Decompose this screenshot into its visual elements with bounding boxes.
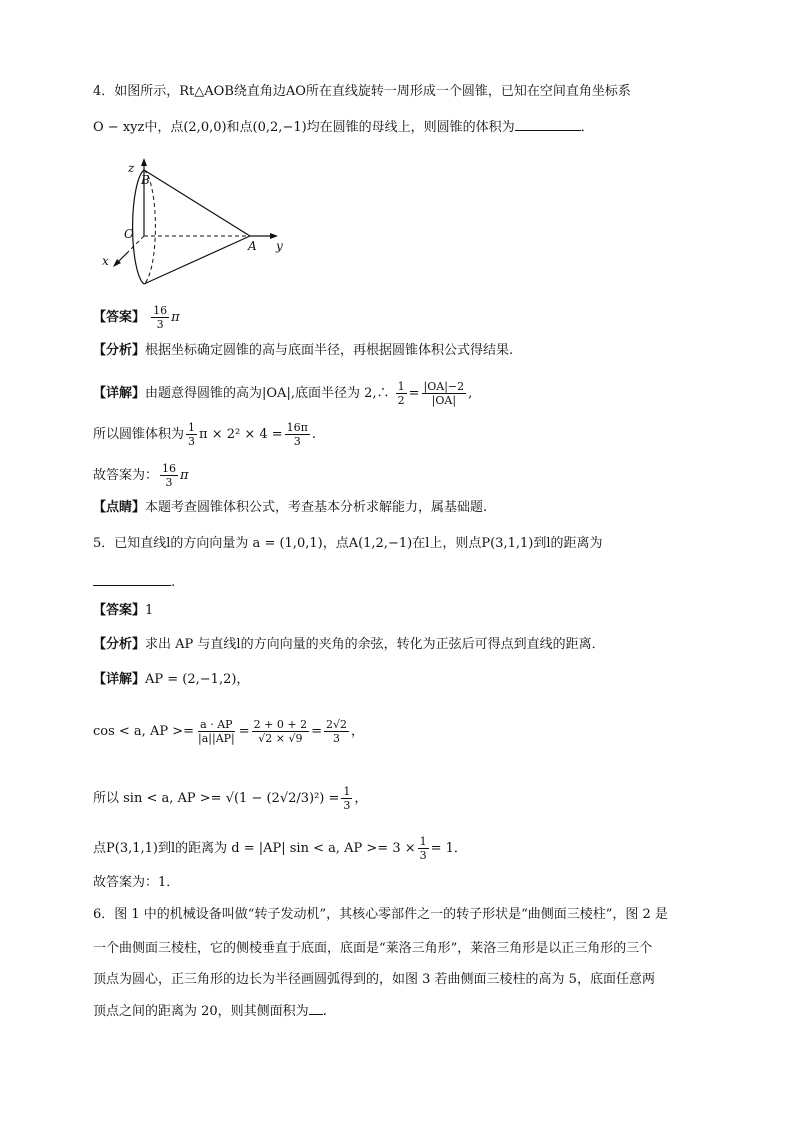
cone-slant-top (144, 170, 250, 236)
q5-sin-frac: $\frac{1}{3}$ (343, 785, 351, 812)
q6-line4-end: . (322, 1004, 327, 1019)
label-A: A (248, 239, 257, 253)
label-B: B (141, 173, 150, 187)
q4-detail-end: , (468, 386, 473, 401)
q5-detail-text: AP = (2,−1,2)， (145, 672, 250, 687)
q4-detail-eq: = (408, 386, 420, 401)
q5-sin-text: 所以 sin < a, AP >= √(1 − (2√2/3)²) = (93, 791, 340, 806)
q4-volume-result: $\frac{16\pi}{3}$ (286, 421, 308, 448)
q4-final-frac: $\frac{16}{3}$ (162, 462, 177, 489)
cone-figure (98, 158, 298, 288)
q5-sin-end: ， (354, 791, 368, 806)
cone-base-front (133, 170, 144, 284)
q4-text-line2 (93, 117, 594, 138)
q6-text-line1: 6．图 1 中的机械设备叫做“转子发动机”，其核心零部件之一的转子形状是“曲侧面三棱柱”，图 2 是 (93, 907, 668, 922)
q4-final (93, 462, 189, 489)
q4-answer-tag: 【答案】 (93, 310, 146, 325)
q6-text-line3: 顶点为圆心，正三角形的边长为半径画圆弧得到的，如图 3 若曲侧面三棱柱的高为 5，底面任意两 (93, 972, 655, 987)
label-x: x (102, 254, 109, 268)
q4-comment-text: 本题考查圆锥体积公式，考查基本分析求解能力，属基础题. (145, 500, 488, 515)
q4-detail-frac2: $\frac{|OA|-2}{|OA|}$ (423, 380, 465, 407)
q5-cos-eq2: = (311, 724, 322, 739)
q5-cos (93, 718, 364, 745)
q5-text-line1: 5．已知直线l的方向向量为 a = (1,0,1)，点A(1,2,−1)在l上，则点P(3,1,1)到l的距离为 (93, 536, 603, 551)
q5-line2-end: . (171, 575, 176, 590)
q5-cos-frac1: $\frac{a \cdot AP}{|a||AP|}$ (198, 718, 235, 745)
q4-text-line2b: ． (580, 120, 594, 135)
z-axis-arrow (141, 158, 147, 166)
q4-detail-text: 由题意得圆锥的高为|OA|,底面半径为 2,∴ (145, 386, 390, 401)
q6-answer-blank (309, 1001, 323, 1015)
q4-answer (93, 304, 180, 331)
q6-text-line2: 一个曲侧面三棱柱，它的侧棱垂直于底面，底面是“莱洛三角形”，莱洛三角形是以正三角形的三个 (93, 941, 653, 956)
q5-distance-text: 点P(3,1,1)到l的距离为 d = |AP| sin < a, AP >= 3 × (93, 841, 416, 856)
q4-analysis-text: 根据坐标确定圆锥的高与底面半径，再根据圆锥体积公式得结果. (145, 343, 514, 358)
q5-text-line2 (93, 572, 175, 593)
q5-cos-frac3: $\frac{2√2}{3}$ (325, 718, 347, 745)
q5-cos-eq: = (238, 724, 250, 739)
q4-detail-tag: 【详解】 (93, 386, 146, 401)
q4-analysis-tag: 【分析】 (93, 343, 146, 358)
q4-text-line1: 4．如图所示，Rt△AOB绕直角边AO所在直线旋转一周形成一个圆锥，已知在空间直角坐标系 (93, 84, 631, 99)
label-z: z (128, 161, 135, 175)
q5-distance-frac: $\frac{1}{3}$ (419, 835, 427, 862)
q5-cos-frac2: $\frac{2 + 0 + 2}{√2 \times √9}$ (253, 718, 308, 745)
q4-final-text: 故答案为： (93, 468, 159, 483)
q4-final-pi: π (180, 468, 189, 483)
q4-volume-text: 所以圆锥体积为 (93, 427, 185, 442)
q4-volume (93, 421, 316, 448)
q5-analysis (93, 635, 605, 655)
label-y: y (276, 239, 283, 253)
cone-base-back (144, 170, 155, 284)
cone-slant-bottom (144, 236, 250, 284)
q4-answer-pi: π (171, 310, 180, 325)
q5-distance-end: = 1． (430, 841, 467, 856)
q4-text-line2a: O − xyz中，点(2,0,0)和点(0,2,−1)均在圆锥的母线上，则圆锥的体积为 (93, 120, 515, 135)
q4-analysis (93, 341, 513, 361)
q5-answer-tag: 【答案】 (93, 603, 146, 618)
q5-analysis-tag: 【分析】 (93, 637, 146, 652)
q5-answer (93, 601, 153, 621)
q5-answer-value: 1 (145, 603, 154, 618)
q4-detail (93, 380, 472, 407)
q5-answer-blank (93, 572, 171, 586)
q4-detail-frac1: $\frac{1}{2}$ (397, 380, 405, 407)
q5-detail-tag: 【详解】 (93, 672, 146, 687)
q5-detail (93, 670, 249, 690)
q5-cos-end: ， (351, 724, 365, 739)
q6-text-line4 (93, 1001, 327, 1022)
q4-comment-tag: 【点睛】 (93, 500, 146, 515)
q4-volume-frac: $\frac{1}{3}$ (188, 421, 196, 448)
q4-answer-blank (515, 117, 581, 131)
q6-text-line4a: 顶点之间的距离为 20，则其侧面积为 (93, 1004, 309, 1019)
q5-sin (93, 785, 367, 812)
q4-comment (93, 498, 487, 518)
q5-final: 故答案为：1． (93, 875, 180, 890)
label-O: O (124, 227, 134, 241)
q5-analysis-text: 求出 AP 与直线l的方向向量的夹角的余弦，转化为正弦后可得点到直线的距离． (145, 637, 605, 652)
q4-volume-end: . (311, 427, 317, 442)
q4-answer-frac: $\frac{16}{3}$ (153, 304, 168, 331)
q5-distance (93, 835, 467, 862)
q5-cos-text: cos < a, AP >= (93, 724, 195, 739)
q4-volume-mid: π × 2² × 4 = (199, 427, 283, 442)
